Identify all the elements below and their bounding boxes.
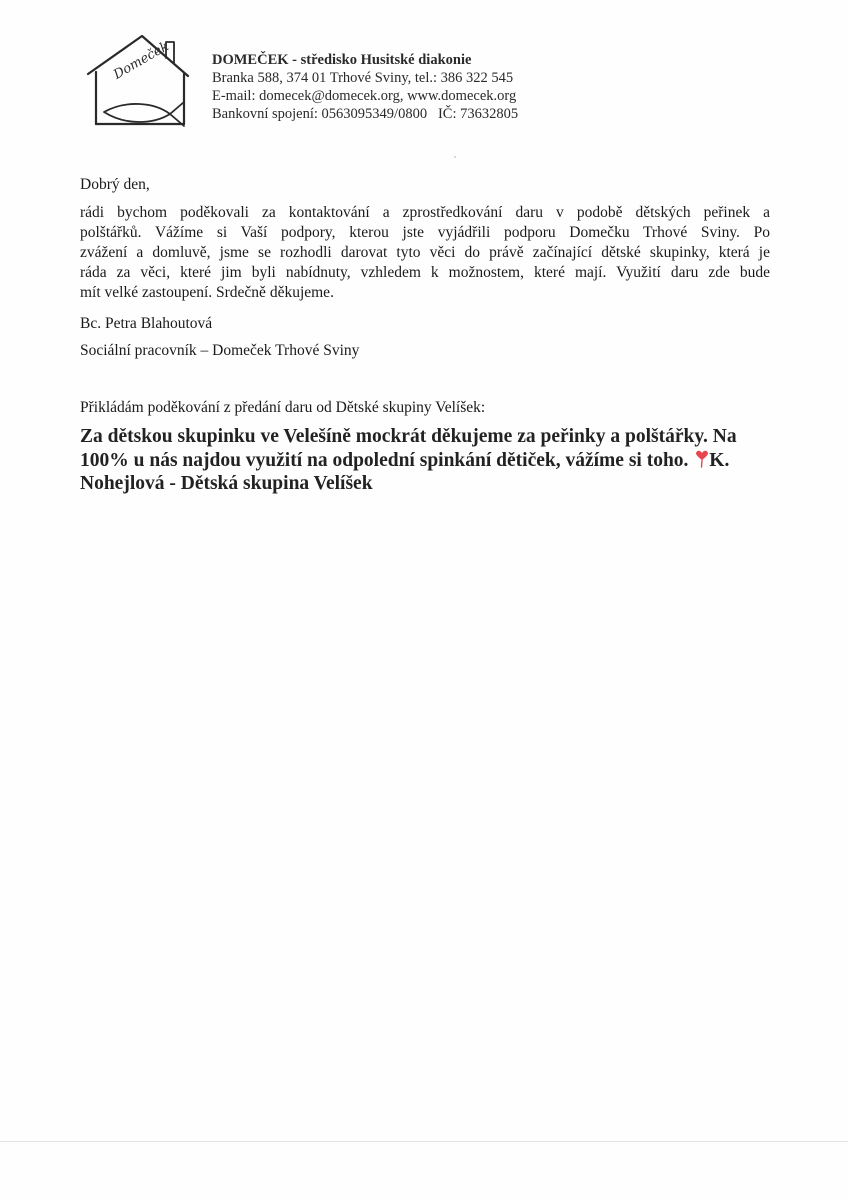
- contact-email-web: E-mail: domecek@domecek.org, www.domecek.org: [212, 88, 517, 104]
- thanks-line: Nohejlová - Dětská skupina Velíšek: [80, 473, 373, 494]
- signature-role: Sociální pracovník – Domeček Trhové Sviny: [80, 342, 360, 359]
- address: Branka 588, 374 01 Trhové Sviny, tel.: 386 322 545: [212, 70, 514, 86]
- letterhead: [212, 51, 518, 123]
- signature-name: Bc. Petra Blahoutová: [80, 315, 213, 332]
- domecek-logo-icon: [84, 28, 196, 140]
- page-bottom-rule: [0, 1141, 848, 1142]
- scan-speck: [454, 156, 456, 158]
- thanks-line-text: 100% u nás najdou využití na odpolední spinkání dětiček, vážíme si toho.: [80, 449, 689, 471]
- body-line: polštářků. Vážíme si Vaší podpory, kterou jste vyjádřili podporu Domečku Trhové Sviny. Po: [80, 224, 770, 241]
- thanks-line-initial: K.: [709, 449, 730, 471]
- attachment-intro: Přikládám poděkování z předání daru od Dětské skupiny Velíšek:: [80, 399, 486, 416]
- bank-details: Bankovní spojení: 0563095349/0800 IČ: 73632805: [212, 106, 519, 122]
- logo-wordmark: Domeček: [111, 39, 172, 83]
- thanks-line: Za dětskou skupinku ve Velešíně mockrát děkujeme za peřinky a polštářky. Na: [80, 426, 737, 447]
- greeting: Dobrý den,: [80, 176, 150, 193]
- body-line: rádi bychom poděkovali za kontaktování a zprostředkování daru v podobě dětských peřinek a: [80, 204, 770, 221]
- thanks-line: [80, 449, 780, 473]
- quoted-thank-you: [80, 425, 780, 496]
- body-line: zvážení a domluvě, jsme se rozhodli darovat tyto věci do právě začínající dětské skupinky, která je: [80, 244, 770, 261]
- body-line: ráda za věci, které jim byli nabídnuty, vzhledem k možnostem, které mají. Využití daru zde bude: [80, 264, 770, 281]
- heart-icon: [695, 450, 709, 468]
- letter-body: [80, 203, 770, 303]
- body-line: mít velké zastoupení. Srdečně děkujeme.: [80, 284, 334, 301]
- organization-name: DOMEČEK - středisko Husitské diakonie: [212, 52, 472, 68]
